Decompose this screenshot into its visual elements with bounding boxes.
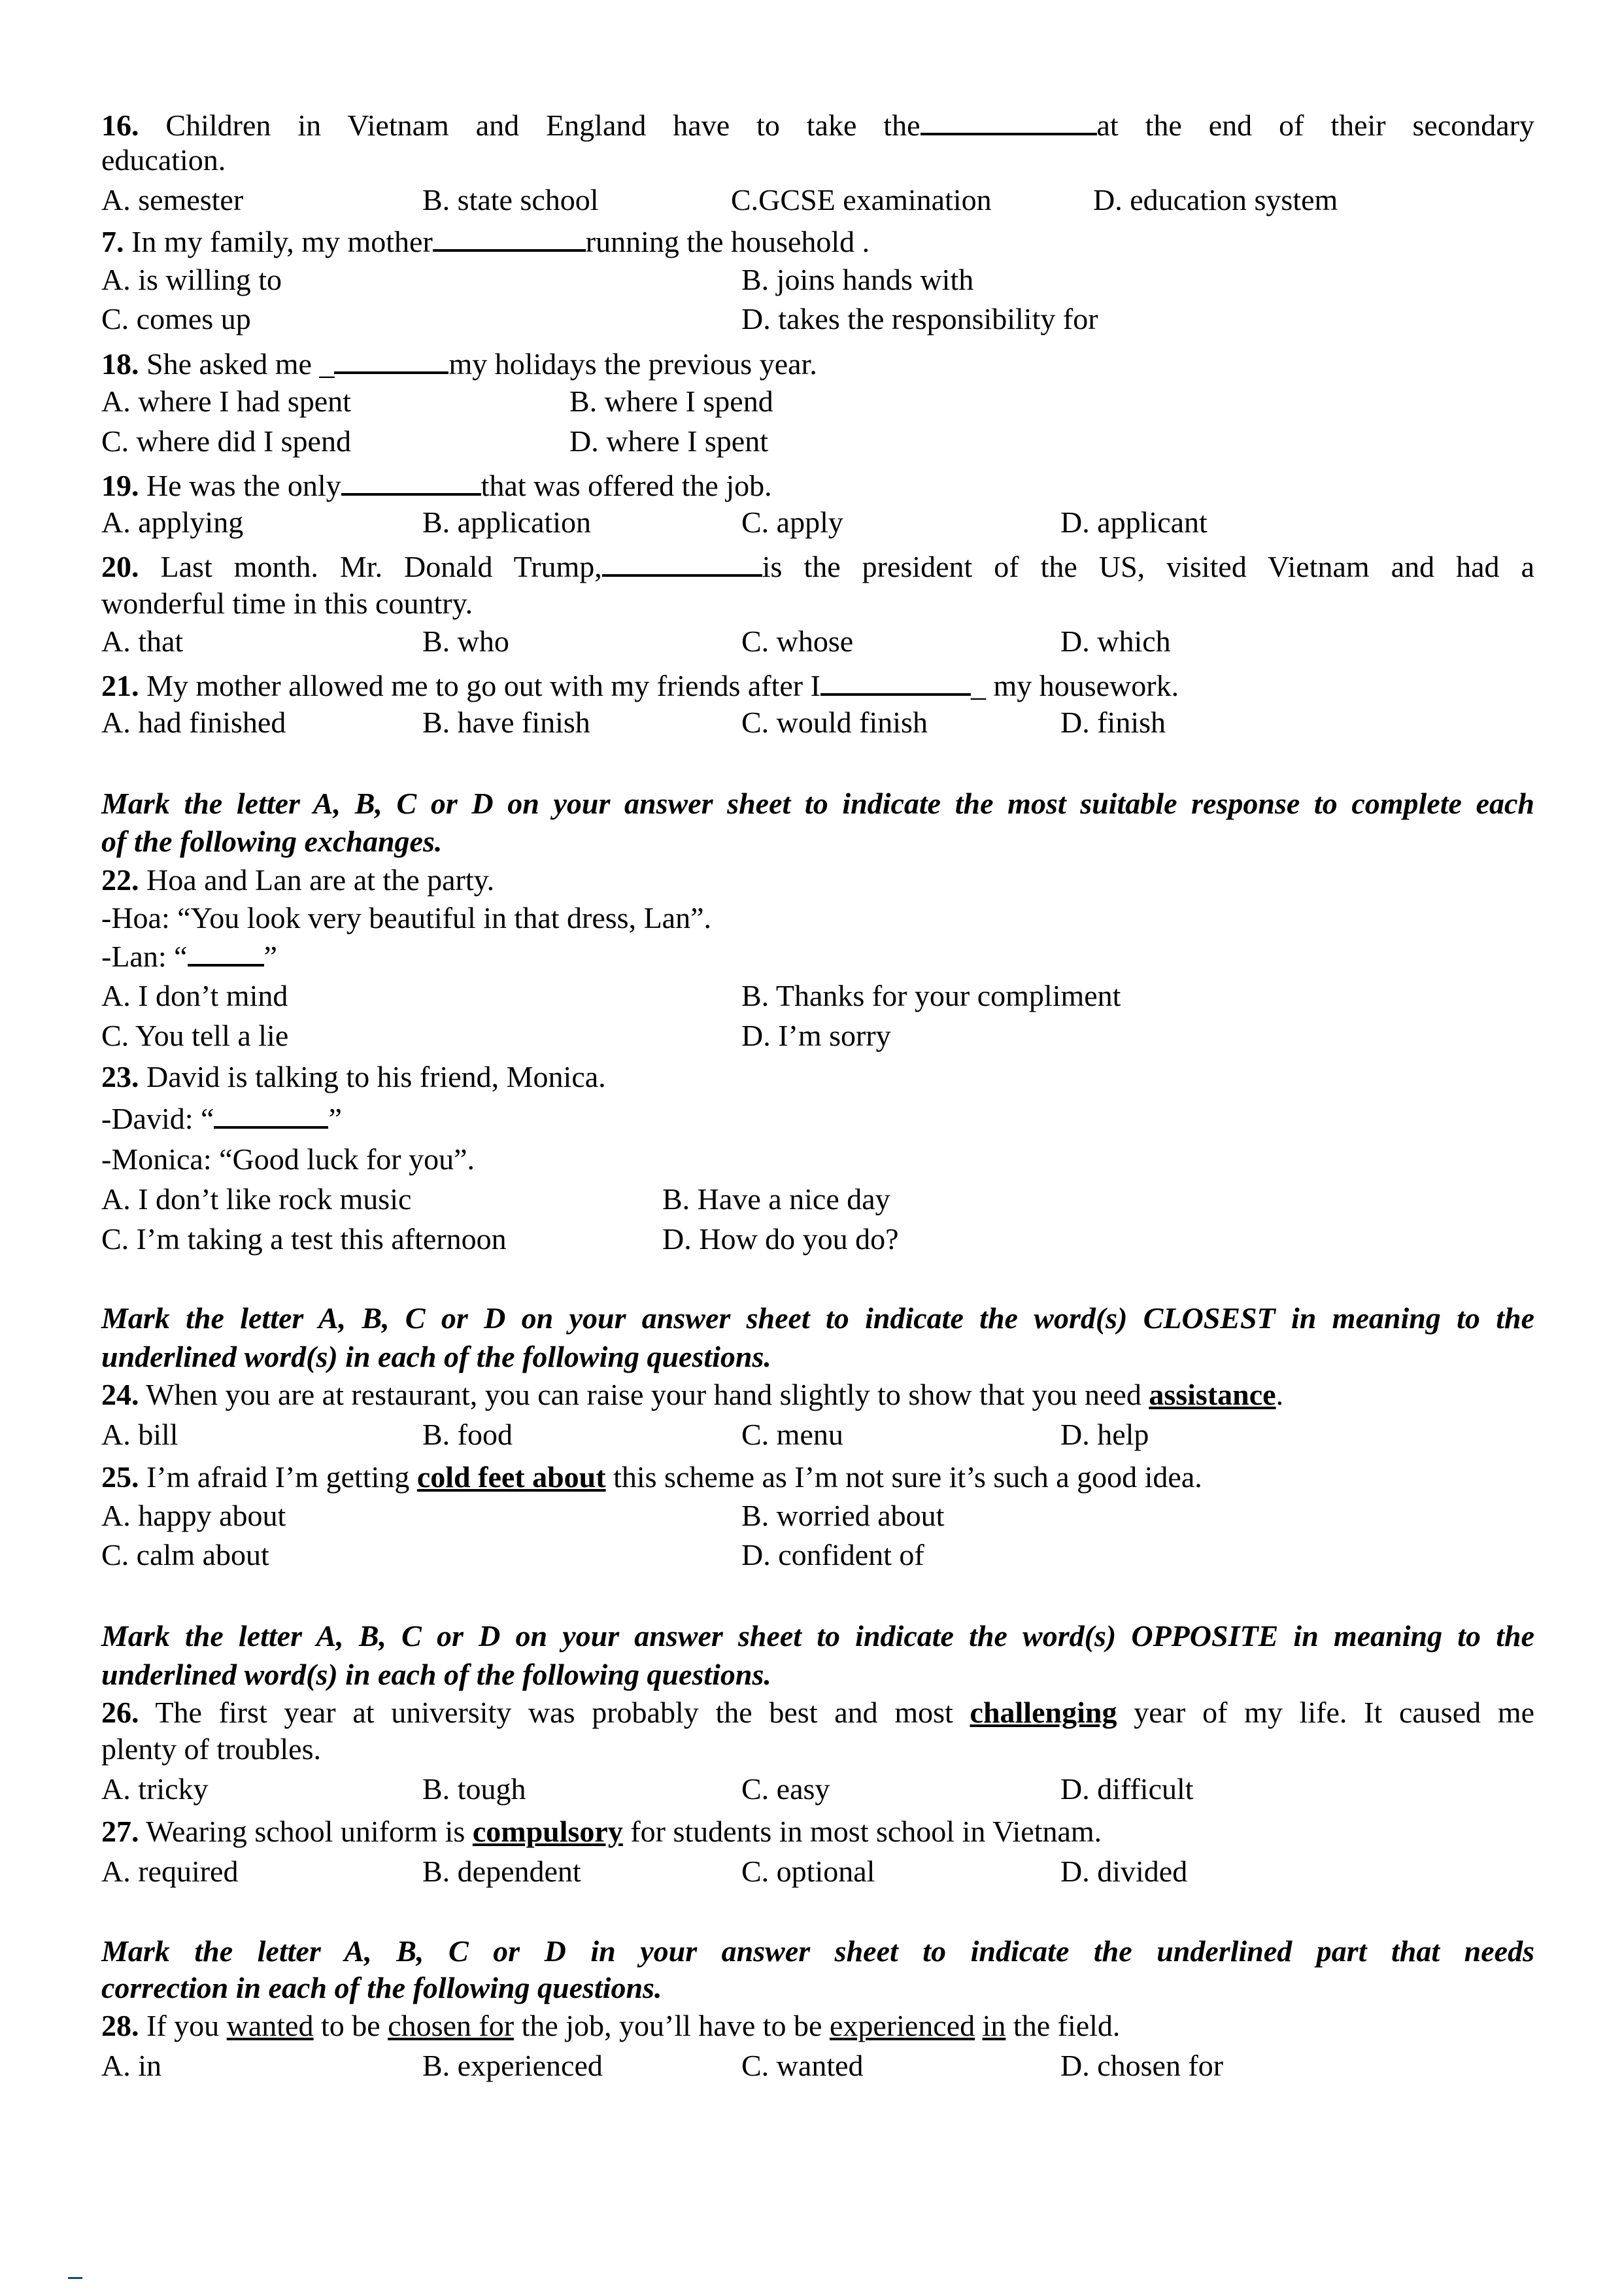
question-text: my holidays the previous year. bbox=[448, 347, 817, 381]
question-17 bbox=[101, 220, 1534, 260]
question-18 bbox=[101, 343, 1534, 382]
option-c: C. wanted bbox=[741, 2049, 864, 2082]
answer-blank bbox=[921, 104, 1097, 135]
question-text: Children in Vietnam and England have to take the bbox=[165, 109, 921, 142]
question-number: 19. bbox=[101, 469, 139, 502]
underlined-part: wanted bbox=[226, 2009, 314, 2042]
underlined-part: chosen for bbox=[388, 2009, 515, 2042]
dialogue-text: ” bbox=[328, 1102, 342, 1135]
question-number: 23. bbox=[101, 1060, 139, 1093]
question-text: plenty of troubles. bbox=[101, 1732, 321, 1766]
question-22 bbox=[101, 861, 1534, 900]
question-number: 26. bbox=[101, 1696, 139, 1729]
underlined-word: compulsory bbox=[472, 1815, 623, 1848]
option-a: A. bill bbox=[101, 1418, 178, 1451]
option-a: A. had finished bbox=[101, 706, 286, 739]
answer-blank bbox=[334, 343, 448, 374]
question-text: In my family, my mother bbox=[131, 225, 433, 258]
answer-blank bbox=[820, 664, 971, 696]
question-text: I’m afraid I’m getting bbox=[146, 1460, 410, 1494]
option-b: B. Thanks for your compliment bbox=[741, 979, 1121, 1012]
question-number: 25. bbox=[101, 1460, 139, 1494]
options-17-row1 bbox=[101, 260, 1534, 300]
question-text: The first year at university was probably the best and most bbox=[155, 1696, 953, 1729]
option-b: B. state school bbox=[422, 183, 599, 216]
section-instruction: underlined word(s) in each of the following questions. bbox=[101, 1658, 771, 1691]
dialogue-line bbox=[101, 935, 1534, 974]
dialogue-line: -Monica: “Good luck for you”. bbox=[101, 1142, 475, 1176]
option-c: C. calm about bbox=[101, 1538, 269, 1571]
option-d: D. applicant bbox=[1060, 505, 1208, 539]
question-text: for students in most school in Vietnam. bbox=[630, 1815, 1102, 1848]
section-instruction: Mark the letter A, B, C or D on your answer sheet to indicate the word(s) CLOSEST in meaning to the bbox=[101, 1301, 1534, 1335]
question-text: running the household . bbox=[585, 225, 870, 258]
options-25-row1 bbox=[101, 1496, 1534, 1535]
underlined-part: experienced bbox=[829, 2009, 975, 2042]
option-c: C. where did I spend bbox=[101, 424, 351, 458]
option-a: A. in bbox=[101, 2049, 161, 2082]
option-a: A. required bbox=[101, 1855, 239, 1888]
answer-blank bbox=[214, 1097, 328, 1129]
option-b: B. application bbox=[422, 505, 592, 539]
answer-blank bbox=[341, 464, 481, 496]
question-number: 16. bbox=[101, 109, 139, 142]
question-number: 18. bbox=[101, 347, 139, 381]
question-text: Last month. Mr. Donald Trump, bbox=[160, 550, 602, 583]
question-25 bbox=[101, 1458, 1534, 1497]
question-text: education. bbox=[101, 143, 226, 177]
question-text: When you are at restaurant, you can raise your hand slightly to show that you need bbox=[146, 1378, 1141, 1411]
option-a: A. that bbox=[101, 625, 184, 658]
option-c: C. menu bbox=[741, 1418, 843, 1451]
question-20 bbox=[101, 545, 1534, 585]
question-19 bbox=[101, 464, 1534, 504]
options-21 bbox=[101, 703, 1534, 742]
option-c: C.GCSE examination bbox=[731, 183, 992, 216]
option-b: B. food bbox=[422, 1418, 513, 1451]
question-text: Wearing school uniform is bbox=[146, 1815, 465, 1848]
question-text: . bbox=[1276, 1378, 1284, 1411]
question-21 bbox=[101, 664, 1534, 704]
underlined-part: in bbox=[982, 2009, 1006, 2042]
section-instruction: Mark the letter A, B, C or D on your answer sheet to indicate the most suitable response to complete each bbox=[101, 787, 1534, 820]
question-27 bbox=[101, 1812, 1534, 1851]
option-a: A. I don’t like rock music bbox=[101, 1182, 412, 1216]
option-c: C. would finish bbox=[741, 706, 928, 739]
option-d: D. where I spent bbox=[569, 424, 769, 458]
section-instruction: correction in each of the following questions. bbox=[101, 1971, 662, 2004]
options-25-row2 bbox=[101, 1535, 1534, 1575]
options-23-row1 bbox=[101, 1180, 1534, 1219]
answer-blank bbox=[433, 220, 586, 252]
options-23-row2 bbox=[101, 1220, 1534, 1259]
question-text: the job, you’ll have to be bbox=[521, 2009, 822, 2042]
question-number: 27. bbox=[101, 1815, 139, 1848]
option-c: C. comes up bbox=[101, 302, 251, 335]
option-a: A. tricky bbox=[101, 1772, 209, 1806]
option-c: C. whose bbox=[741, 625, 854, 658]
option-b: B. joins hands with bbox=[741, 263, 974, 296]
option-d: D. confident of bbox=[741, 1538, 924, 1571]
option-c: C. You tell a lie bbox=[101, 1019, 289, 1052]
dialogue-text: ” bbox=[263, 940, 277, 973]
option-c: C. I’m taking a test this afternoon bbox=[101, 1222, 507, 1256]
option-d: D. divided bbox=[1060, 1855, 1188, 1888]
option-c: C. apply bbox=[741, 505, 843, 539]
section-instruction: Mark the letter A, B, C or D in your answer sheet to indicate the underlined part that needs bbox=[101, 1934, 1534, 1968]
question-text: is the president of the US, visited Vietnam and had a bbox=[762, 550, 1534, 583]
question-number: 22. bbox=[101, 863, 139, 897]
answer-blank bbox=[602, 545, 762, 577]
option-d: D. help bbox=[1060, 1418, 1149, 1451]
option-b: B. tough bbox=[422, 1772, 526, 1806]
option-d: D. finish bbox=[1060, 706, 1166, 739]
question-number: 24. bbox=[101, 1378, 139, 1411]
question-text: Hoa and Lan are at the party. bbox=[146, 863, 495, 897]
question-text: this scheme as I’m not sure it’s such a good idea. bbox=[613, 1460, 1202, 1494]
section-instruction: Mark the letter A, B, C or D on your answer sheet to indicate the word(s) OPPOSITE in meaning to the bbox=[101, 1619, 1534, 1653]
question-text: He was the only bbox=[146, 469, 341, 502]
options-18-row2 bbox=[101, 422, 1534, 461]
answer-blank bbox=[188, 935, 264, 967]
option-c: C. optional bbox=[741, 1855, 875, 1888]
question-text: year of my life. It caused me bbox=[1134, 1696, 1535, 1729]
question-text: at the end of their secondary bbox=[1096, 109, 1535, 142]
underlined-word: cold feet about bbox=[416, 1460, 606, 1494]
option-a: A. is willing to bbox=[101, 263, 282, 296]
underlined-word: assistance bbox=[1149, 1378, 1276, 1411]
option-b: B. worried about bbox=[741, 1499, 945, 1532]
underlined-word: challenging bbox=[970, 1696, 1117, 1729]
option-d: D. takes the responsibility for bbox=[741, 302, 1098, 335]
section-instruction: underlined word(s) in each of the following questions. bbox=[101, 1340, 771, 1373]
question-text: to be bbox=[320, 2009, 380, 2042]
options-27 bbox=[101, 1852, 1534, 1891]
option-d: D. education system bbox=[1093, 183, 1338, 216]
question-26 bbox=[101, 1693, 1534, 1732]
option-b: B. experienced bbox=[422, 2049, 603, 2082]
dialogue-line: -Hoa: “You look very beautiful in that dress, Lan”. bbox=[101, 901, 712, 934]
options-28 bbox=[101, 2046, 1534, 2085]
question-text: wonderful time in this country. bbox=[101, 587, 473, 620]
question-text: the field. bbox=[1013, 2009, 1121, 2042]
dialogue-line bbox=[101, 1097, 1534, 1137]
option-b: B. where I spend bbox=[569, 385, 773, 418]
option-b: B. dependent bbox=[422, 1855, 581, 1888]
dialogue-text: -Lan: “ bbox=[101, 940, 188, 973]
option-d: D. How do you do? bbox=[662, 1222, 899, 1256]
options-22-row2 bbox=[101, 1016, 1534, 1055]
question-24 bbox=[101, 1375, 1534, 1414]
question-number: 21. bbox=[101, 669, 139, 702]
option-b: B. Have a nice day bbox=[662, 1182, 890, 1216]
options-24 bbox=[101, 1415, 1534, 1454]
option-d: D. which bbox=[1060, 625, 1171, 658]
question-text: _ my housework. bbox=[970, 669, 1179, 702]
option-a: A. happy about bbox=[101, 1499, 286, 1532]
option-d: D. chosen for bbox=[1060, 2049, 1224, 2082]
question-text: that was offered the job. bbox=[481, 469, 772, 502]
question-text: David is talking to his friend, Monica. bbox=[146, 1060, 606, 1093]
section-instruction: of the following exchanges. bbox=[101, 825, 443, 858]
option-a: A. where I had spent bbox=[101, 385, 351, 418]
option-c: C. easy bbox=[741, 1772, 830, 1806]
options-22-row1 bbox=[101, 976, 1534, 1016]
dialogue-text: -David: “ bbox=[101, 1102, 214, 1135]
options-18-row1 bbox=[101, 382, 1534, 421]
footer-mark bbox=[68, 2277, 82, 2279]
question-23 bbox=[101, 1057, 1534, 1097]
question-number: 7. bbox=[101, 225, 124, 258]
option-a: A. applying bbox=[101, 505, 244, 539]
question-number: 28. bbox=[101, 2009, 139, 2042]
question-text: If you bbox=[146, 2009, 220, 2042]
options-17-row2 bbox=[101, 300, 1534, 339]
option-d: D. I’m sorry bbox=[741, 1019, 891, 1052]
question-number: 20. bbox=[101, 550, 139, 583]
question-text: My mother allowed me to go out with my friends after I bbox=[146, 669, 820, 702]
question-16 bbox=[101, 104, 1534, 143]
options-19 bbox=[101, 503, 1534, 542]
option-b: B. who bbox=[422, 625, 509, 658]
option-b: B. have finish bbox=[422, 706, 590, 739]
option-a: A. semester bbox=[101, 183, 244, 216]
option-a: A. I don’t mind bbox=[101, 979, 288, 1012]
question-text: She asked me _ bbox=[146, 347, 335, 381]
options-26 bbox=[101, 1770, 1534, 1809]
question-28 bbox=[101, 2006, 1534, 2046]
option-d: D. difficult bbox=[1060, 1772, 1194, 1806]
options-20 bbox=[101, 622, 1534, 661]
options-16 bbox=[101, 180, 1534, 220]
